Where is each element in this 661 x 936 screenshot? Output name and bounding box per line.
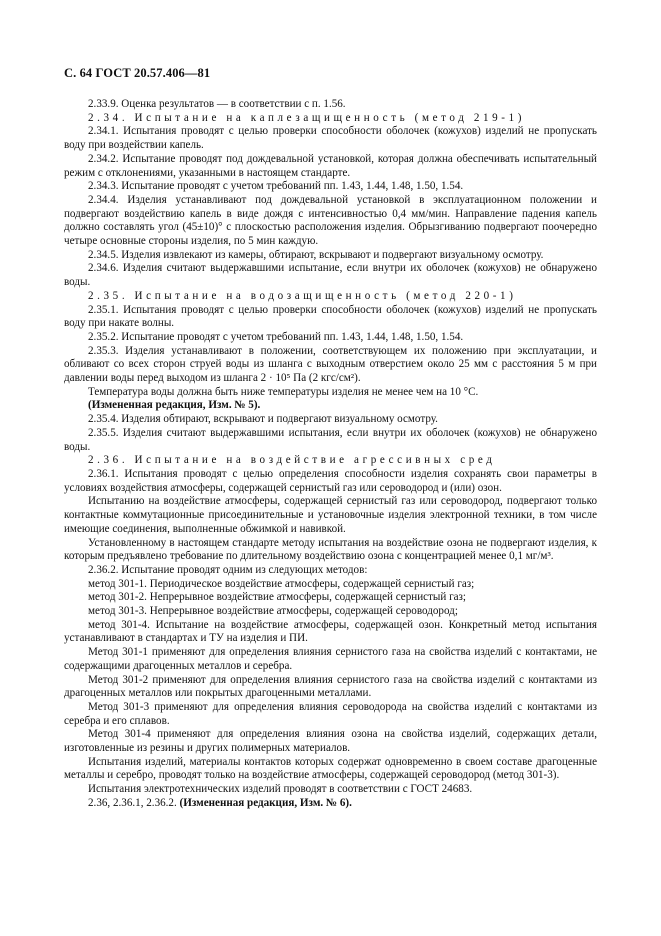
section-heading: 2.34. Испытание на каплезащищенность (метод 219-1) (88, 111, 526, 124)
paragraph: Установленному в настоящем стандарте методу испытания на воздействие озона не подвергают изделия, к которым предъявлено требование по длительному воздействию озона с концентрацией менее 0,1 мг/м³. (64, 536, 597, 563)
paragraph: 2.35.1. Испытания проводят с целью проверки способности оболочек (кожухов) изделий не пропускать воду при накате волны. (64, 303, 597, 330)
paragraph: 2.36.1. Испытания проводят с целью определения способности изделия сохранять свои параметры в условиях воздействия атмосферы, содержащей сернистый газ или сероводород и (или) озон. (64, 467, 597, 494)
paragraph: Температура воды должна быть ниже температуры изделия не менее чем на 10 °С. (88, 385, 479, 398)
paragraph: Метод 301-4 применяют для определения влияния озона на свойства изделий, содержащих детали, изготовленные из резины и других полимерных материалов. (64, 728, 597, 755)
method-item: метод 301-4. Испытание на воздействие атмосферы, содержащей озон. Конкретный метод испытания устанавливают в стандартах и ТУ на изделия и ПИ. (64, 618, 597, 645)
paragraph-last (64, 797, 597, 811)
paragraph: Испытанию на воздействие атмосферы, содержащей сернистый газ или сероводород, подвергают только контактные коммутационные присоединительные и установочные изделия электронной техники, в том числе имеющие соединения, выполненные обжимкой и навивкой. (64, 495, 597, 535)
section-refs: 2.36, 2.36.1, 2.36.2. (88, 796, 177, 809)
paragraph: 2.35.5. Изделия считают выдержавшими испытания, если внутри их оболочек (кожухов) не обнаружено воды. (64, 426, 597, 453)
paragraph: 2.36.2. Испытание проводят одним из следующих методов: (88, 563, 368, 576)
paragraph: 2.35.2. Испытание проводят с учетом требований пп. 1.43, 1.44, 1.48, 1.50, 1.54. (88, 330, 464, 343)
method-item: метод 301-1. Периодическое воздействие атмосферы, содержащей сернистый газ; (88, 577, 475, 590)
paragraph: 2.34.1. Испытания проводят с целью проверки способности оболочек (кожухов) изделий не пропускать воду при воздействии капель. (64, 125, 597, 152)
paragraph: Метод 301-1 применяют для определения влияния сернистого газа на свойства изделий с контактами, не содержащими драгоценных металлов и серебра. (64, 646, 597, 672)
method-item: метод 301-3. Непрерывное воздействие атмосферы, содержащей сероводород; (88, 605, 458, 618)
amendment-note: (Измененная редакция, Изм. № 5). (88, 399, 261, 412)
section-heading: 2.35. Испытание на водозащищенность (метод 220-1) (88, 289, 517, 302)
paragraph: 2.34.5. Изделия извлекают из камеры, обтирают, вскрывают и подвергают визуальному осмотру. (88, 248, 544, 261)
method-item: метод 301-2. Непрерывное воздействие атмосферы, содержащей сернистый газ; (88, 591, 467, 604)
paragraph: 2.34.6. Изделия считают выдержавшими испытание, если внутри их оболочек (кожухов) не обнаружено воды. (64, 262, 597, 289)
paragraph: 2.35.3. Изделия устанавливают в положении, соответствующем их положению при эксплуатации, и обливают со всех сторон струей воды из шланга с выходным отверстием около 25 мм с расстояния 5 м при давлении воды перед выходом из шланга 2 · 10⁵ Па (2 кгс/см²). (64, 344, 597, 385)
paragraph: Испытания электротехнических изделий проводят в соответствии с ГОСТ 24683. (88, 783, 473, 796)
paragraph: 2.34.4. Изделия устанавливают под дождевальной установкой в эксплуатационном положении и подвергают воздействию капель в виде дождя с интенсивностью 0,4 мм/мин. Направление падения капель должно составлять угол (45±10)° с плоскостью расположения изделия. Обрызгиванию подвергают поочередно четыре основные стороны изделия, по 5 мин каждую. (64, 193, 597, 248)
paragraph: Испытания изделий, материалы контактов которых содержат одновременно в своем составе драгоценные металлы и серебро, проводят только на воздействие атмосферы, содержащей сероводород (метод 301-3). (64, 755, 597, 782)
paragraph: 2.35.4. Изделия обтирают, вскрывают и подвергают визуальному осмотру. (88, 413, 438, 426)
paragraph: 2.34.3. Испытание проводят с учетом требований пп. 1.43, 1.44, 1.48, 1.50, 1.54. (88, 180, 464, 193)
section-heading: 2.36. Испытание на воздействие агрессивных сред (88, 454, 496, 467)
paragraph: Метод 301-3 применяют для определения влияния сероводорода на свойства изделий с контактами из серебра и его сплавов. (64, 700, 597, 727)
document-body (64, 98, 597, 811)
paragraph: 2.33.9. Оценка результатов — в соответствии с п. 1.56. (88, 98, 346, 110)
paragraph: Метод 301-2 применяют для определения влияния сернистого газа на свойства изделий с контактами из драгоценных металлов или покрытых драгоценными металлами. (64, 673, 597, 700)
paragraph: 2.34.2. Испытание проводят под дождевальной установкой, которая должна обеспечивать испытательный режим с отклонениями, указанными в настоящем стандарте. (64, 152, 597, 179)
page-header: С. 64 ГОСТ 20.57.406—81 (64, 66, 211, 80)
amendment-note: (Измененная редакция, Изм. № 6). (179, 796, 352, 809)
